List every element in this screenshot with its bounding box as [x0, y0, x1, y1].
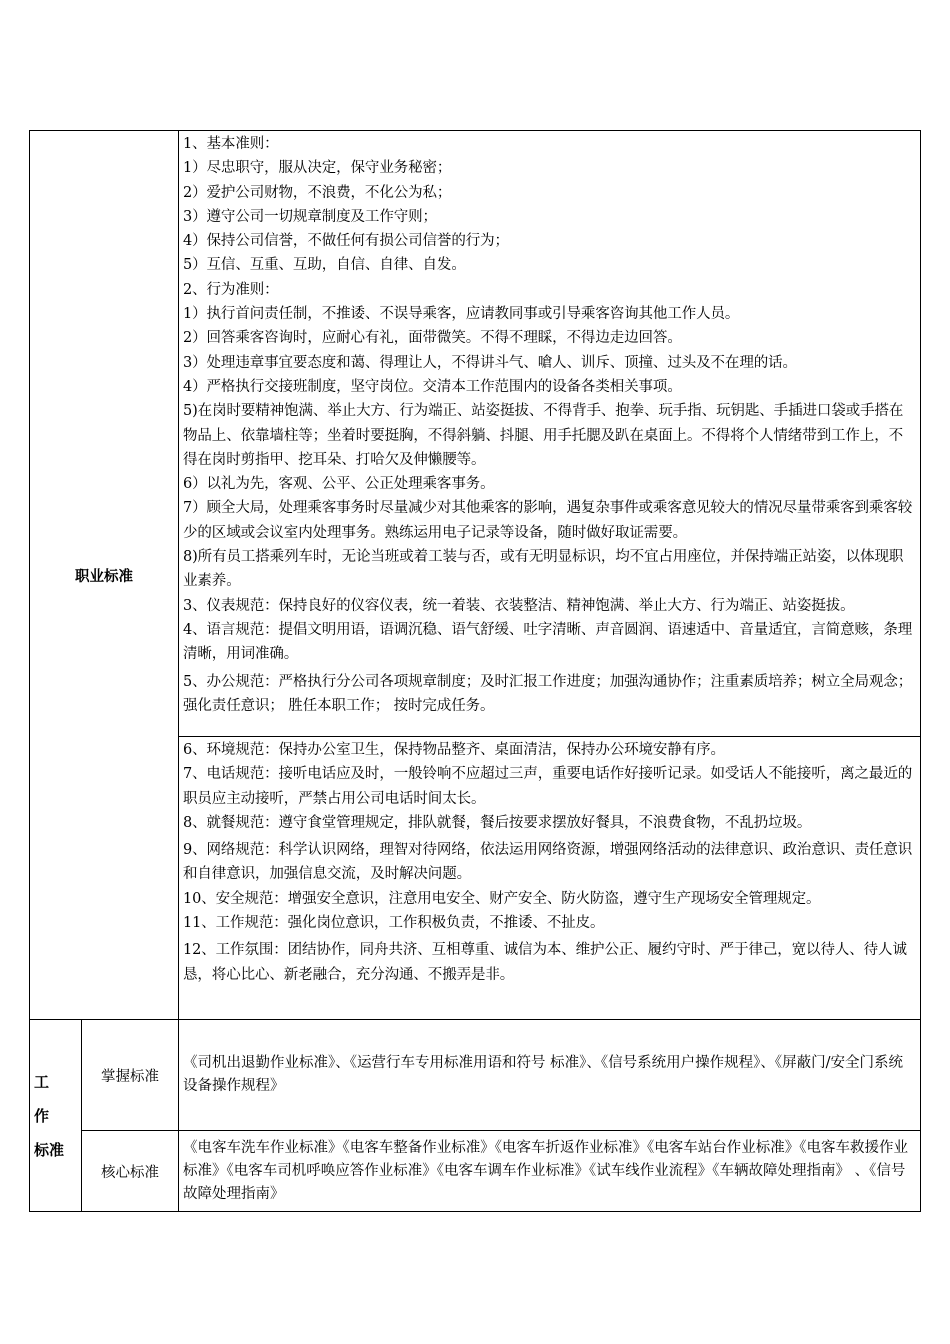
- content-line: 4）保持公司信誉，不做任何有损公司信誉的行为；: [183, 233, 509, 250]
- content-line: 8)所有员工搭乘列车时，无论当班或着工装与否，或有无明显标识，均不宜占用座位，并保持端正站姿，以体现职业素养。: [183, 549, 904, 590]
- content-line: 1、基本准则：: [183, 136, 279, 152]
- work-standard-label-top: 工 作: [34, 1072, 113, 1125]
- content-line: 5、办公规范：严格执行分公司各项规章制度；及时汇报工作进度；加强沟通协作；注重素质培养；树立全局观念； 强化责任意识； 胜任本职工作； 按时完成任务。: [183, 673, 913, 714]
- professional-standard-content-b: [179, 737, 921, 1020]
- content-line: 1）尽忠职守，服从决定，保守业务秘密；: [183, 160, 452, 177]
- content-line: 7）顾全大局，处理乘客事务时尽量减少对其他乘客的影响，遇复杂事件或乘客意见较大的情况尽量带乘客到乘客较少的区域或会议室内处理事务。熟练运用电子记录等设备，随时做好取证需要。: [183, 500, 913, 541]
- core-standard-row: [30, 1131, 921, 1212]
- content-line: 11、工作规范：强化岗位意识，工作积极负责，不推诿、不扯皮。: [183, 915, 605, 932]
- professional-standard-content-a: [179, 131, 921, 737]
- content-line: 2）爱护公司财物，不浪费，不化公为私；: [183, 184, 452, 201]
- content-line: 5)在岗时要精神饱满、举止大方、行为端正、站姿挺拔、不得背手、抱拳、玩手指、玩钥匙、手插进口袋或手搭在物品上、依靠墙柱等；坐着时要挺胸，不得斜躺、抖腿、用手托腮及趴在桌面上。不得将个人情绪带到工作上，不得在岗时剪指甲、挖耳朵、打哈欠及伸懒腰等。: [183, 403, 904, 468]
- mastery-standard-row: [30, 1020, 921, 1131]
- core-standard-label: 核心标准: [82, 1131, 179, 1212]
- content-line: 7、电话规范：接听电话应及时，一般铃响不应超过三声，重要电话作好接听记录。如受话人不能接听，离之最近的职员应主动接听，严禁占用公司电话时间太长。: [183, 766, 913, 807]
- content-line: 8、就餐规范：遵守食堂管理规定，排队就餐，餐后按要求摆放好餐具，不浪费食物，不乱扔垃圾。: [183, 814, 812, 831]
- standards-table: [29, 130, 921, 1212]
- content-line: 6、环境规范：保持办公室卫生，保持物品整齐、桌面清洁，保持办公环境安静有序。: [183, 742, 725, 758]
- content-line: 12、工作氛围：团结协作，同舟共济、互相尊重、诚信为本、维护公正、履约守时、严于律己，宽以待人、待人诚恳，将心比心、新老融合，充分沟通、不搬弄是非。: [183, 942, 907, 983]
- content-line: 4）严格执行交接班制度，坚守岗位。交清本工作范围内的设备各类相关事项。: [183, 378, 682, 395]
- content-line: 4、语言规范：提倡文明用语，语调沉稳、语气舒缓、吐字清晰、声音圆润、语速适中、音量适宜，言简意赅，条理清晰，用词准确。: [183, 621, 913, 663]
- content-line: 2）回答乘客咨询时，应耐心有礼，面带微笑。不得不理睬，不得边走边回答。: [183, 330, 682, 347]
- content-line: 9、网络规范：科学认识网络，理智对待网络，依法运用网络资源，增强网络活动的法律意识、政治意识、责任意识和自律意识，加强信息交流，及时解决问题。: [183, 842, 913, 883]
- professional-standard-label: 职业标准: [30, 131, 179, 1020]
- professional-standard-row-a: [30, 131, 921, 737]
- work-standard-label: [30, 1020, 113, 1212]
- content-line: 3）遵守公司一切规章制度及工作守则；: [183, 208, 437, 225]
- work-standard-label-bottom: 标准: [34, 1140, 65, 1159]
- content-line: 3）处理违章事宜要态度和蔼、得理让人，不得讲斗气、嗆人、训斥、顶撞、过头及不在理的话。: [183, 354, 797, 371]
- content-line: 3、仪表规范：保持良好的仪容仪表，统一着装、衣装整洁、精神饱满、举止大方、行为端正、站姿挺拔。: [183, 597, 855, 614]
- content-line: 6）以礼为先，客观、公平、公正处理乘客事务。: [183, 476, 495, 493]
- content-line: 1）执行首问责任制，不推诿、不误导乘客，应请教同事或引导乘客咨询其他工作人员。: [183, 306, 740, 323]
- content-line: 5）互信、互重、互助，自信、自律、自发。: [183, 257, 466, 274]
- content-line: 10、安全规范：增强安全意识，注意用电安全、财产安全、防火防盗，遵守生产现场安全管理规定。: [183, 890, 821, 907]
- core-standard-content: 《电客车洗车作业标准》《电客车整备作业标准》《电客车折返作业标准》《电客车站台作业标准》《电客车救援作业标准》《电客车司机呼唤应答作业标准》《电客车调车作业标准》《试车线作业流程》《车辆故障处理指南》 、《信号故障处理指南》: [179, 1131, 921, 1212]
- content-line: 2、行为准则：: [183, 281, 279, 298]
- standards-table-container: [29, 130, 920, 1212]
- mastery-standard-content: 《司机出退勤作业标准》、《运营行车专用标准用语和符号 标准》、《信号系统用户操作规程》、《屏蔽门/安全门系统设备操作规程》: [179, 1020, 921, 1131]
- mastery-standard-label: 掌握标准: [82, 1020, 179, 1131]
